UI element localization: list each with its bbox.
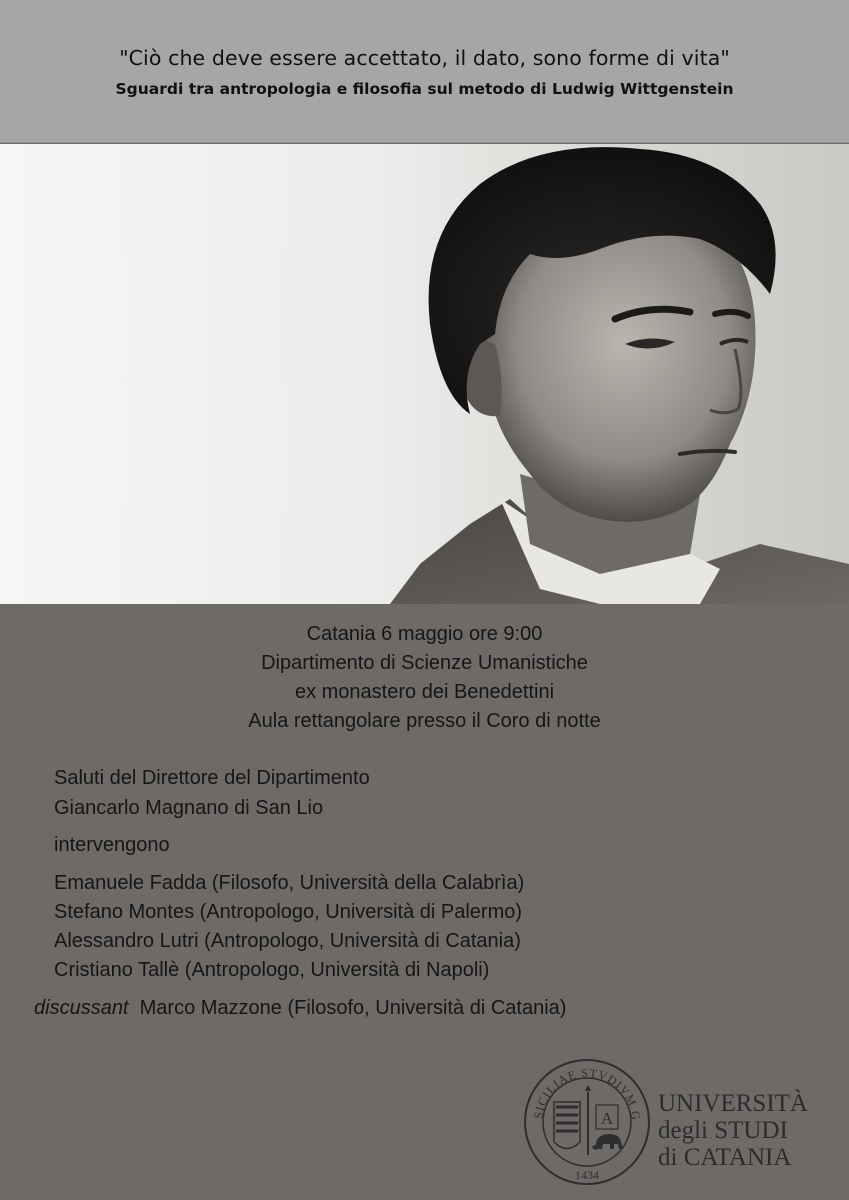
speaker-item: Stefano Montes (Antropologo, Università di Palermo) (54, 901, 523, 923)
event-date-time: Catania 6 maggio ore 9:00 (306, 623, 543, 645)
discussant-line (34, 997, 566, 1020)
speaker-item: Emanuele Fadda (Filosofo, Università della Calabrìa) (54, 872, 525, 894)
seal-letter: A (600, 1109, 614, 1128)
greeting-name: Giancarlo Magnano di San Lio (54, 797, 324, 819)
university-name (658, 1090, 808, 1171)
university-seal (522, 1057, 652, 1192)
portrait-photo (0, 144, 849, 604)
discussant-label: discussant (34, 997, 129, 1019)
svg-text:SICILIAE STVDIVM GENERALE (522, 1057, 643, 1122)
discussant-name: Marco Mazzone (Filosofo, Università di Catania) (139, 997, 567, 1019)
seal-text: SICILIAE STVDIVM G (531, 1065, 644, 1122)
university-line-3: di CATANIA (658, 1144, 792, 1171)
university-line-1: UNIVERSITÀ (658, 1090, 808, 1117)
poster-title: "Ciò che deve essere accettato, il dato, sono forme di vita" (119, 46, 730, 70)
event-details (0, 620, 849, 736)
greeting-line: Saluti del Direttore del Dipartimento (54, 767, 370, 789)
university-line-2: degli STUDI (658, 1117, 788, 1144)
event-venue: ex monastero dei Benedettini (294, 681, 555, 703)
speaker-item: Alessandro Lutri (Antropologo, Università di Catania) (54, 930, 521, 952)
speaker-item: Cristiano Tallè (Antropologo, Università di Napoli) (54, 959, 490, 981)
seal-year: 1434 (575, 1168, 599, 1182)
event-department: Dipartimento di Scienze Umanistiche (261, 652, 588, 674)
header-banner (0, 0, 849, 143)
event-room: Aula rettangolare presso il Coro di notte (248, 710, 601, 732)
poster-subtitle: Sguardi tra antropologia e filosofia sul metodo di Ludwig Wittgenstein (115, 80, 734, 98)
speakers-intro: intervengono (54, 834, 170, 856)
